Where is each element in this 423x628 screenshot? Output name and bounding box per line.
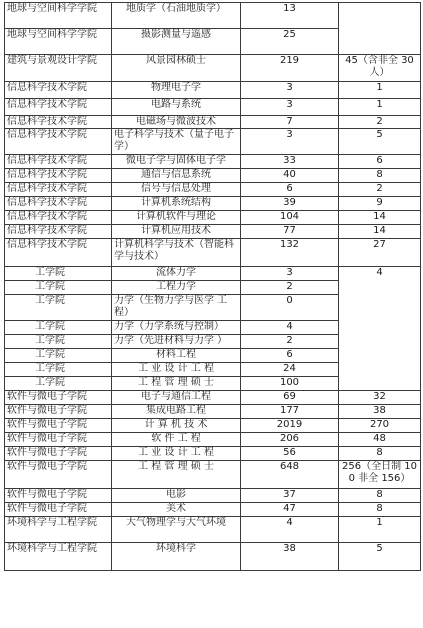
count-cell: 219 [241,55,339,82]
count-cell: 3 [241,82,339,99]
table-row [5,169,421,183]
department-cell: 工学院 [5,349,112,363]
count-cell: 4 [241,321,339,335]
department-cell: 工学院 [5,321,112,335]
count-cell: 6 [241,183,339,197]
table-row [5,225,421,239]
remark-cell: 270 [339,419,421,433]
count-cell: 4 [241,517,339,543]
department-cell: 信息科学技术学院 [5,197,112,211]
department-cell: 环境科学与工程学院 [5,517,112,543]
major-cell: 微电子学与固体电子学 [112,155,241,169]
department-cell: 软件与微电子学院 [5,391,112,405]
remark-cell: 14 [339,211,421,225]
table-row [5,82,421,99]
count-cell: 25 [241,29,339,55]
major-cell: 风景园林硕士 [112,55,241,82]
department-cell: 软件与微电子学院 [5,405,112,419]
remark-cell [339,3,421,55]
major-cell: 美术 [112,503,241,517]
major-cell: 电子与通信工程 [112,391,241,405]
count-cell: 2 [241,335,339,349]
department-cell: 软件与微电子学院 [5,447,112,461]
remark-cell: 38 [339,405,421,419]
table-row [5,55,421,82]
count-cell: 132 [241,239,339,267]
remark-cell: 8 [339,503,421,517]
major-cell: 电子科学与技术（量子电子学） [112,129,241,155]
department-cell: 工学院 [5,363,112,377]
department-cell: 信息科学技术学院 [5,183,112,197]
department-cell: 工学院 [5,335,112,349]
table-row [5,129,421,155]
department-cell: 工学院 [5,281,112,295]
department-cell: 信息科学技术学院 [5,239,112,267]
department-cell: 环境科学与工程学院 [5,543,112,571]
count-cell: 0 [241,295,339,321]
major-cell: 计算机系统结构 [112,197,241,211]
remark-cell: 14 [339,225,421,239]
table-row [5,239,421,267]
count-cell: 206 [241,433,339,447]
table-row [5,267,421,281]
table-row [5,155,421,169]
major-cell: 工 业 设 计 工 程 [112,363,241,377]
department-cell: 信息科学技术学院 [5,211,112,225]
remark-cell: 9 [339,197,421,211]
count-cell: 40 [241,169,339,183]
count-cell: 33 [241,155,339,169]
table-row [5,517,421,543]
count-cell: 69 [241,391,339,405]
department-cell: 软件与微电子学院 [5,461,112,489]
department-cell: 信息科学技术学院 [5,169,112,183]
table-row [5,211,421,225]
major-cell: 通信与信息系统 [112,169,241,183]
remark-cell: 8 [339,169,421,183]
table-row [5,405,421,419]
major-cell: 工程力学 [112,281,241,295]
major-cell: 地质学（石油地质学） [112,3,241,29]
table-row [5,489,421,503]
table-row [5,503,421,517]
remark-cell: 5 [339,129,421,155]
remark-cell: 1 [339,99,421,116]
major-cell: 力学（先进材料与力学 ） [112,335,241,349]
count-cell: 177 [241,405,339,419]
major-cell: 力学（生物力学与医学 工程） [112,295,241,321]
remark-cell: 32 [339,391,421,405]
count-cell: 2019 [241,419,339,433]
major-cell: 材料工程 [112,349,241,363]
table-row [5,419,421,433]
major-cell: 电路与系统 [112,99,241,116]
department-cell: 信息科学技术学院 [5,225,112,239]
major-cell: 计算机应用技术 [112,225,241,239]
table-row [5,183,421,197]
major-cell: 工 业 设 计 工 程 [112,447,241,461]
remark-cell: 2 [339,183,421,197]
count-cell: 2 [241,281,339,295]
table-row [5,433,421,447]
department-cell: 工学院 [5,295,112,321]
major-cell: 环境科学 [112,543,241,571]
count-cell: 39 [241,197,339,211]
department-cell: 地球与空间科学学院 [5,3,112,29]
table-row [5,447,421,461]
department-cell: 软件与微电子学院 [5,489,112,503]
major-cell: 力学（力学系统与控制） [112,321,241,335]
department-cell: 信息科学技术学院 [5,99,112,116]
department-cell: 软件与微电子学院 [5,433,112,447]
major-cell: 工 程 管 理 硕 士 [112,377,241,391]
remark-cell: 6 [339,155,421,169]
major-cell: 摄影测量与遥感 [112,29,241,55]
remark-cell: 45（含非全 30 人） [339,55,421,82]
department-cell: 地球与空间科学学院 [5,29,112,55]
count-cell: 6 [241,349,339,363]
major-cell: 计算机科学与技术（智能科学与技术） [112,239,241,267]
count-cell: 104 [241,211,339,225]
department-cell: 工学院 [5,267,112,281]
table-row [5,99,421,116]
department-cell: 建筑与景观设计学院 [5,55,112,82]
major-cell: 物理电子学 [112,82,241,99]
major-cell: 计 算 机 技 术 [112,419,241,433]
table-row [5,391,421,405]
table-row [5,3,421,29]
count-cell: 648 [241,461,339,489]
department-cell: 软件与微电子学院 [5,419,112,433]
table-row [5,116,421,129]
count-cell: 77 [241,225,339,239]
admissions-table [4,2,421,571]
count-cell: 38 [241,543,339,571]
count-cell: 3 [241,99,339,116]
count-cell: 24 [241,363,339,377]
table-row [5,461,421,489]
remark-cell: 5 [339,543,421,571]
major-cell: 电磁场与微波技术 [112,116,241,129]
count-cell: 100 [241,377,339,391]
major-cell: 计算机软件与理论 [112,211,241,225]
remark-cell: 2 [339,116,421,129]
count-cell: 3 [241,267,339,281]
department-cell: 信息科学技术学院 [5,82,112,99]
major-cell: 工 程 管 理 硕 士 [112,461,241,489]
remark-cell: 8 [339,447,421,461]
remark-cell: 27 [339,239,421,267]
remark-cell: 48 [339,433,421,447]
remark-cell: 8 [339,489,421,503]
major-cell: 软 件 工 程 [112,433,241,447]
count-cell: 37 [241,489,339,503]
major-cell: 信号与信息处理 [112,183,241,197]
remark-cell: 4 [339,267,421,391]
department-cell: 软件与微电子学院 [5,503,112,517]
major-cell: 流体力学 [112,267,241,281]
remark-cell: 1 [339,517,421,543]
major-cell: 电影 [112,489,241,503]
department-cell: 信息科学技术学院 [5,129,112,155]
count-cell: 7 [241,116,339,129]
department-cell: 信息科学技术学院 [5,116,112,129]
count-cell: 47 [241,503,339,517]
count-cell: 3 [241,129,339,155]
major-cell: 集成电路工程 [112,405,241,419]
remark-cell: 1 [339,82,421,99]
count-cell: 56 [241,447,339,461]
major-cell: 大气物理学与大气环境 [112,517,241,543]
department-cell: 工学院 [5,377,112,391]
remark-cell: 256（全日制 100 非全 156） [339,461,421,489]
department-cell: 信息科学技术学院 [5,155,112,169]
table-row [5,543,421,571]
table-row [5,197,421,211]
count-cell: 13 [241,3,339,29]
